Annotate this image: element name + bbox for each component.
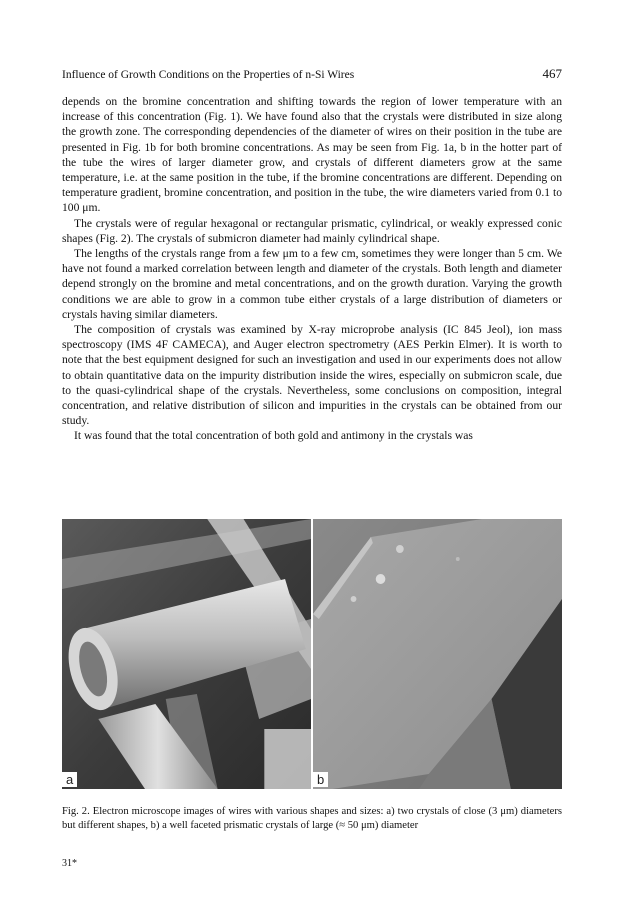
paragraph: The lengths of the crystals range from a few μm to a few cm, sometimes they were longer than 5 cm. We have not found a marked correlation between length and diameter of the crystals. Both length and diameter depend strongly on the bromine and metal concentrations, and on the growth duration. Varying the growth conditions we are able to grow in a common tube either crystals of a large distribution of diameters or crystals having similar diameters.	[62, 247, 562, 321]
micrograph-a-image	[62, 519, 311, 789]
micrograph-panel-a	[62, 519, 311, 789]
figure-caption: Fig. 2. Electron microscope images of wires with various shapes and sizes: a) two crystals of close (3 μm) diameters but different shapes, b) a well faceted prismatic crystals of large (≈ 50 μm) diameter	[62, 806, 562, 831]
running-header	[62, 66, 562, 82]
paragraph: It was found that the total concentration of both gold and antimony in the crystals was	[74, 429, 473, 443]
paragraph: The crystals were of regular hexagonal or rectangular prismatic, cylindrical, or weakly expressed conic shapes (Fig. 2). The crystals of submicron diameter had mainly cylindrical shape.	[62, 216, 562, 245]
page-number: 467	[542, 66, 562, 81]
panel-label-b: b	[313, 772, 328, 787]
figure-2	[62, 519, 562, 789]
running-title: Influence of Growth Conditions on the Properties of n-Si Wires	[62, 69, 355, 81]
signature-mark: 31*	[62, 858, 77, 869]
micrograph-b-image	[313, 519, 562, 789]
body-text	[62, 94, 562, 444]
paragraph: The composition of crystals was examined by X-ray microprobe analysis (IC 845 Jeol), ion mass spectroscopy (IMS 4F CAMECA), and Auger electron spectrometry (AES Perkin Elmer). It is worth to note that the best equipment designed for such an investigation and used in our experiments does not allow to obtain quantitative data on the impurity distribution inside the wires, especially on submicron scale, due to the quasi-cylindrical shape of the crystals. Nevertheless, some conclusions on composition, integral concentration, and relative distribution of silicon and impurities in the crystals can be obtained from our study.	[62, 323, 562, 428]
panel-label-a: a	[62, 772, 77, 787]
paragraph: depends on the bromine concentration and shifting towards the region of lower temperature with an increase of this concentration (Fig. 1). We have found also that the crystals were distributed in size along the growth zone. The corresponding dependencies of the diameter of wires on their position in the tube are presented in Fig. 1b for both bromine concentrations. As may be seen from Fig. 1a, b in the hotter part of the tube the wires of larger diameter grow, and crystals of different diameters grow at the same temperature, i.e. at the same position in the tube, if the bromine concentrations are different. Depending on temperature gradient, bromine concentration, and position in the tube, the wire diameters varied from 0.1 to 100 μm.	[62, 95, 562, 215]
micrograph-panel-b	[313, 519, 562, 789]
